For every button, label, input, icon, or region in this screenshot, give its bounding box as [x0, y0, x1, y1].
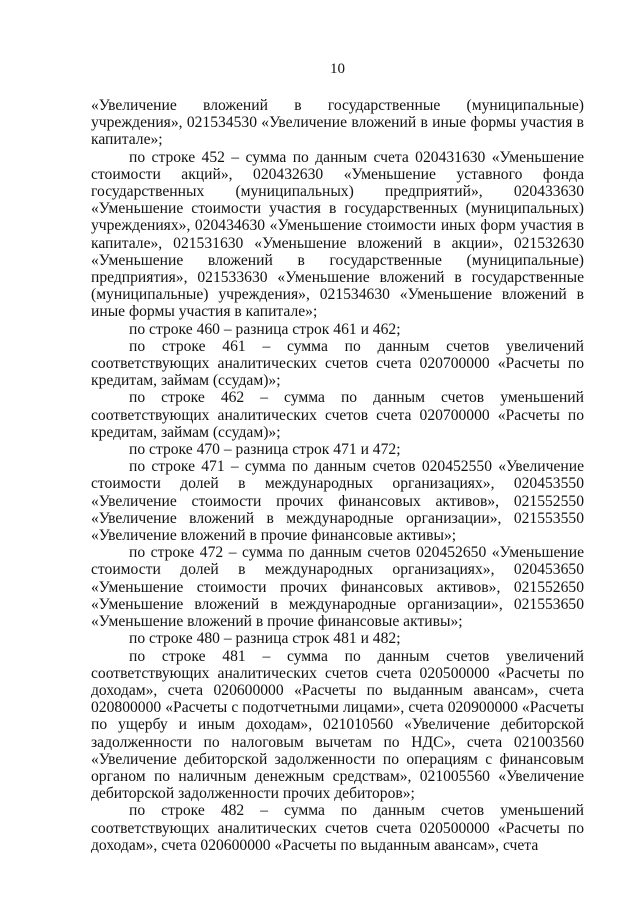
- paragraph: по строке 452 – сумма по данным счета 020431630 «Уменьшение стоимости акций», 020432630 «Уменьшение уставного фонда государственных (муниципальных) предприятий», 020433630 «Уменьшение стоимости участия в государственных (муниципальных) учреждениях», 020434630 «Уменьшение стоимости иных форм участия в капитале», 021531630 «Уменьшение вложений в акции», 021532630 «Уменьшение вложений в государственные (муниципальные) предприятия», 021533630 «Уменьшение вложений в государственные (муниципальные) учреждения», 021534630 «Уменьшение вложений в иные формы участия в капитале»;: [91, 148, 584, 321]
- page-number: 10: [330, 61, 345, 77]
- paragraph: по строке 482 – сумма по данным счетов уменьшений соответствующих аналитических счетов счета 020500000 «Расчеты по доходам», счета 020600000 «Расчеты по выданным авансам», счета: [91, 802, 584, 854]
- paragraph: по строке 460 – разница строк 461 и 462;: [129, 320, 401, 338]
- paragraph: по строке 462 – сумма по данным счетов уменьшений соответствующих аналитических счетов счета 020700000 «Расчеты по кредитам, займам (ссудам)»;: [91, 389, 584, 441]
- paragraph: по строке 461 – сумма по данным счетов увеличений соответствующих аналитических счетов счета 020700000 «Расчеты по кредитам, займам (ссудам)»;: [91, 337, 584, 390]
- paragraph: «Увеличение вложений в государственные (муниципальные) учреждения», 021534530 «Увеличение вложений в иные формы участия в капитале»;: [91, 97, 584, 149]
- paragraph: по строке 470 – разница строк 471 и 472;: [129, 441, 401, 459]
- paragraph: по строке 472 – сумма по данным счетов 020452650 «Уменьшение стоимости долей в международных организациях», 020453650 «Уменьшение стоимости прочих финансовых активов», 021552650 «Уменьшение вложений в международные организации», 021553650 «Уменьшение вложений в прочие финансовые активы»;: [91, 544, 584, 631]
- paragraph: по строке 480 – разница строк 481 и 482;: [129, 630, 401, 648]
- document-body: [91, 97, 584, 854]
- paragraph: по строке 471 – сумма по данным счетов 020452550 «Увеличение стоимости долей в международных организациях», 020453550 «Увеличение стоимости прочих финансовых активов», 021552550 «Увеличение вложений в международные организации», 021553550 «Увеличение вложений в прочие финансовые активы»;: [91, 458, 584, 545]
- paragraph: по строке 481 – сумма по данным счетов увеличений соответствующих аналитических счетов счета 020500000 «Расчеты по доходам», счета 020600000 «Расчеты по выданным авансам», счета 020800000 «Расчеты с подотчетными лицами», счета 020900000 «Расчеты по ущербу и иным доходам», 021010560 «Увеличение дебиторской задолженности по налоговым вычетам по НДС», счета 021003560 «Увеличение дебиторской задолженности по операциям с финансовым органом по наличным денежным средствам», 021005560 «Увеличение дебиторской задолженности прочих дебиторов»;: [91, 647, 584, 803]
